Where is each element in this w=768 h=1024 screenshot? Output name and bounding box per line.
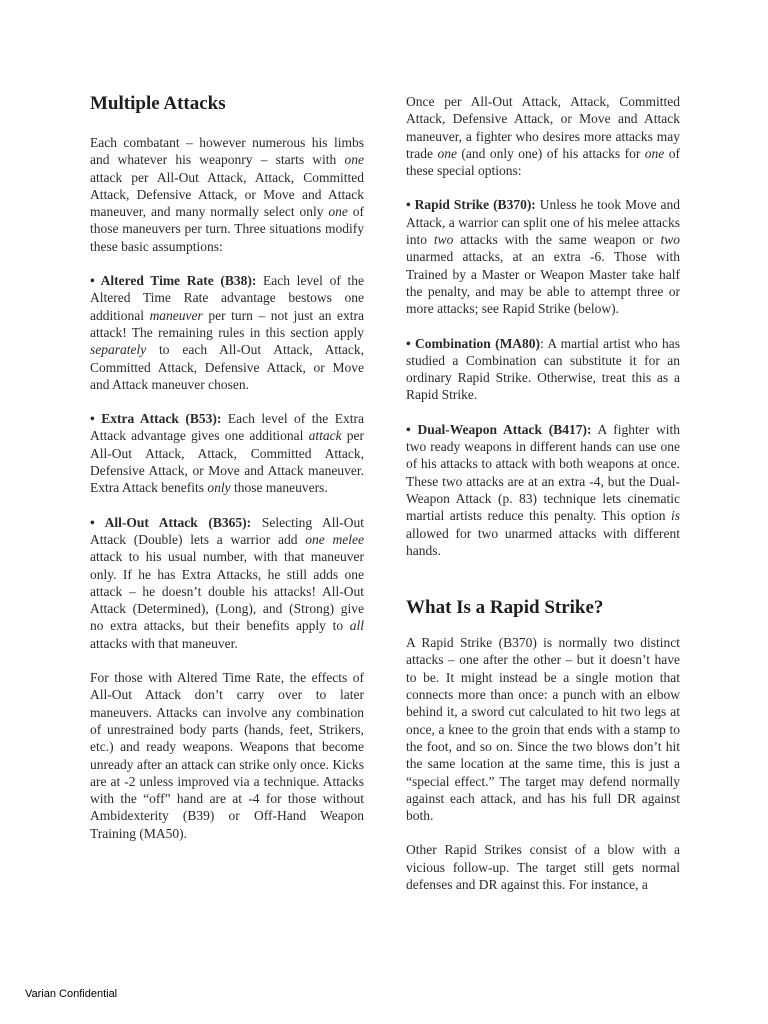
rapid-strike-explanation-paragraph: A Rapid Strike (B370) is normally two distinct attacks – one after the other – but it doesn’t have to be. It might instead be a single motion that connects more than once: a punch with an elbow behind it, a sword cut calculated to hit two legs at once, a knee to the groin that ends with a stamp to the foot, and so on. Since the two blows don’t hit the same location at the same time, this is just a “special effect.” The target may defend normally against each attack, and has his full DR against both. xyxy=(406,635,680,824)
rapid-strike-paragraph: • Rapid Strike (B370): Unless he took Move and Attack, a warrior can split one of his melee attacks into two attacks with the same weapon or two unarmed attacks, at an extra -6. Those with Trained by a Master or Weapon Master take half the penalty, and may be able to attempt three or more attacks; see Rapid Strike (below). xyxy=(406,197,680,317)
intro-paragraph: Each combatant – however numerous his limbs and whatever his weaponry – starts with one attack per All-Out Attack, Attack, Committed Attack, Defensive Attack, or Move and Attack maneuver, and many normally select only one of those maneuvers per turn. Three situations modify these basic assumptions: xyxy=(90,135,364,254)
dual-weapon-attack-paragraph: • Dual-Weapon Attack (B417): A fighter with two ready weapons in different hands can use one of his attacks to attack with both weapons at once. These two attacks are at an extra -4, but the Dual-Weapon Attack (p. 83) technique lets cinematic martial artists reduce this penalty. This option is allowed for two unarmed attacks with different hands. xyxy=(406,421,681,558)
special-options-intro-paragraph: Once per All-Out Attack, Attack, Committed Attack, Defensive Attack, or Move and Attack maneuver, a fighter who desires more attacks may trade one (and only one) of his attacks for one of these special options: xyxy=(406,94,680,179)
right-column xyxy=(406,0,680,893)
rapid-strike-follow-up-paragraph: Other Rapid Strikes consist of a blow with a vicious follow-up. The target still gets normal defenses and DR against this. For instance, a xyxy=(406,842,680,892)
confidential-footer: Varian Confidential xyxy=(25,988,118,1000)
extra-attack-paragraph: • Extra Attack (B53): Each level of the Extra Attack advantage gives one additional attack per All-Out Attack, Attack, Committed Attack, Defensive Attack, or Move and Attack maneuver. Extra Attack benefits only those maneuvers. xyxy=(90,411,364,496)
altered-time-effects-paragraph: For those with Altered Time Rate, the effects of All-Out Attack don’t carry over to later maneuvers. Attacks can involve any combination of unrestrained body parts (hands, feet, Strikers, etc.) and ready weapons. Weapons that become unready after an attack can strike only once. Kicks are at -2 unless improved via a technique. Attacks with the “off” hand are at -4 for those without Ambidexterity (B39) or Off-Hand Weapon Training (MA50). xyxy=(90,670,364,841)
left-column xyxy=(90,0,364,842)
section-heading-rapid-strike: What Is a Rapid Strike? xyxy=(406,597,604,619)
section-heading-multiple-attacks: Multiple Attacks xyxy=(90,93,226,114)
altered-time-rate-paragraph: • Altered Time Rate (B38): Each level of the Altered Time Rate advantage bestows one additional maneuver per turn – not just an extra attack! The remaining rules in this section apply separately to each All-Out Attack, Attack, Committed Attack, Defensive Attack, or Move and Attack maneuver chosen. xyxy=(90,273,364,392)
combination-paragraph: • Combination (MA80): A martial artist who has studied a Combination can substitute it for an ordinary Rapid Strike. Otherwise, treat this as a Rapid Strike. xyxy=(406,335,680,403)
all-out-attack-paragraph: • All-Out Attack (B365): Selecting All-Out Attack (Double) lets a warrior add one melee attack to his usual number, with that maneuver only. If he has Extra Attacks, he still adds one attack – he doesn’t double his attacks! All-Out Attack (Determined), (Long), and (Strong) give no extra attacks, but their benefits apply to all attacks with that maneuver. xyxy=(90,514,364,651)
